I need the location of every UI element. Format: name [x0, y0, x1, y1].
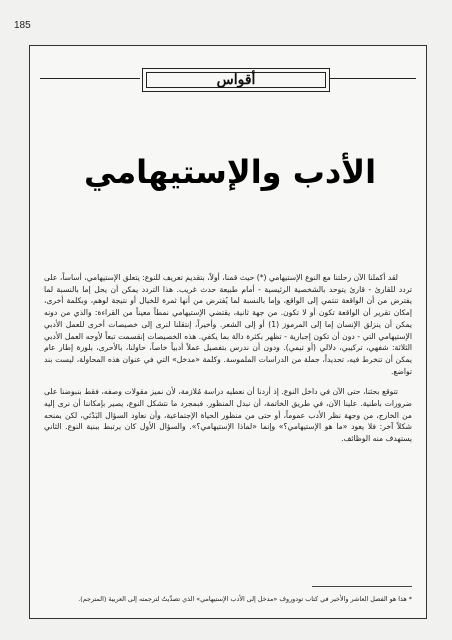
body-paragraph: لقد أكملنا الآن رحلتنا مع النوع الإستيهامي (*) حيث قمنا، أولاً، بتقديم تعريف للنوع: يتعلق الإستيهامي، أساساً، على تردد للقارئ - قارئ يتوحد بالشخصية الرئيسية - أمام طبيعة حدث غريب. هذا التردد يمكن أن يحل إما بالنسبة لما يفترض من أن الواقعة تنتمي إلى الواقع، وإما بالنسبة لما يُفترض من أنها ثمرة للخيال أو نتيجة لوهم، وبكلمة أخرى، إمكان تقرير أن الواقعة تكون أو لا تكون. من جهة ثانية، يقتضي الإستيهامي نمطاً معيناً من القراءة: والذي من دونه يمكن أن ينزلق الإنسان إما إلى المرموز (1) أو إلى الشعر. وأخيراً، إنتقلنا لنرى إلى خصيصات أخرى للعمل الأدبي الإستيهامي التي - دون أن تكون إجبارية - تظهر بكثرة دالة بما يكفي. هذه الخصيصات إنقسمت تبعاً لأوجه العمل الأدبي الثلاثة: شفهي، تركيبي، دلالي (أو تيمي). ودون أن ندرس بتفصيل عملاً أدبياً خاصاً، حاولنا، بالأحرى، بلورة إطار عام يمكن أن تنخرط فيه، تحديداً، جملة من الدراسات الملموسة. وكلمة «مدخل» التي في عنوان هذه المحاولة، ليست بند تواضع. [44, 273, 412, 376]
article-title: الأدب والإستيهامي [83, 153, 377, 191]
footnote-divider [312, 586, 412, 587]
header-rule-right [330, 78, 416, 79]
page-number: 185 [14, 20, 31, 31]
header-rule-left [40, 78, 140, 79]
article-body [44, 272, 412, 454]
section-label: أقواس [216, 72, 256, 88]
footnote: * هذا هو الفصل العاشر والأخير في كتاب تودوروف «مدخل إلى الأدب الإستيهامي» الذي تصدَّيتُ لترجمته إلى العربية (المترجم). [78, 595, 412, 603]
body-paragraph: تتوقع بحثنا، حتى الآن في داخل النوع. إذ أردنا أن نعطيه دراسة مُلازمة، لأن نميز مقولات وصفه، فقط بنبوضنا على ضرورات باطنية. علينا الآن، في طريق الخاتمة، أن نبدل المنظور. فبمجرد ما نتشكل النوع، يصير بإمكاننا أن نرى إليه من الخارج، من وجهة نظر الأدب عموماً، أو حتى من منظور الحياة الإجتماعية، وأن نعاود السؤال البَدْئي، لكن بمنحه شكلاً آخر: فلا يعود «ما هو الإستيهامي؟» وإنما «لماذا الإستيهامي؟». والسؤال الأول كان يرتبط ببنية النوع. الثاني يستهدف منه الوظائف. [44, 387, 412, 444]
page-frame [29, 45, 427, 619]
